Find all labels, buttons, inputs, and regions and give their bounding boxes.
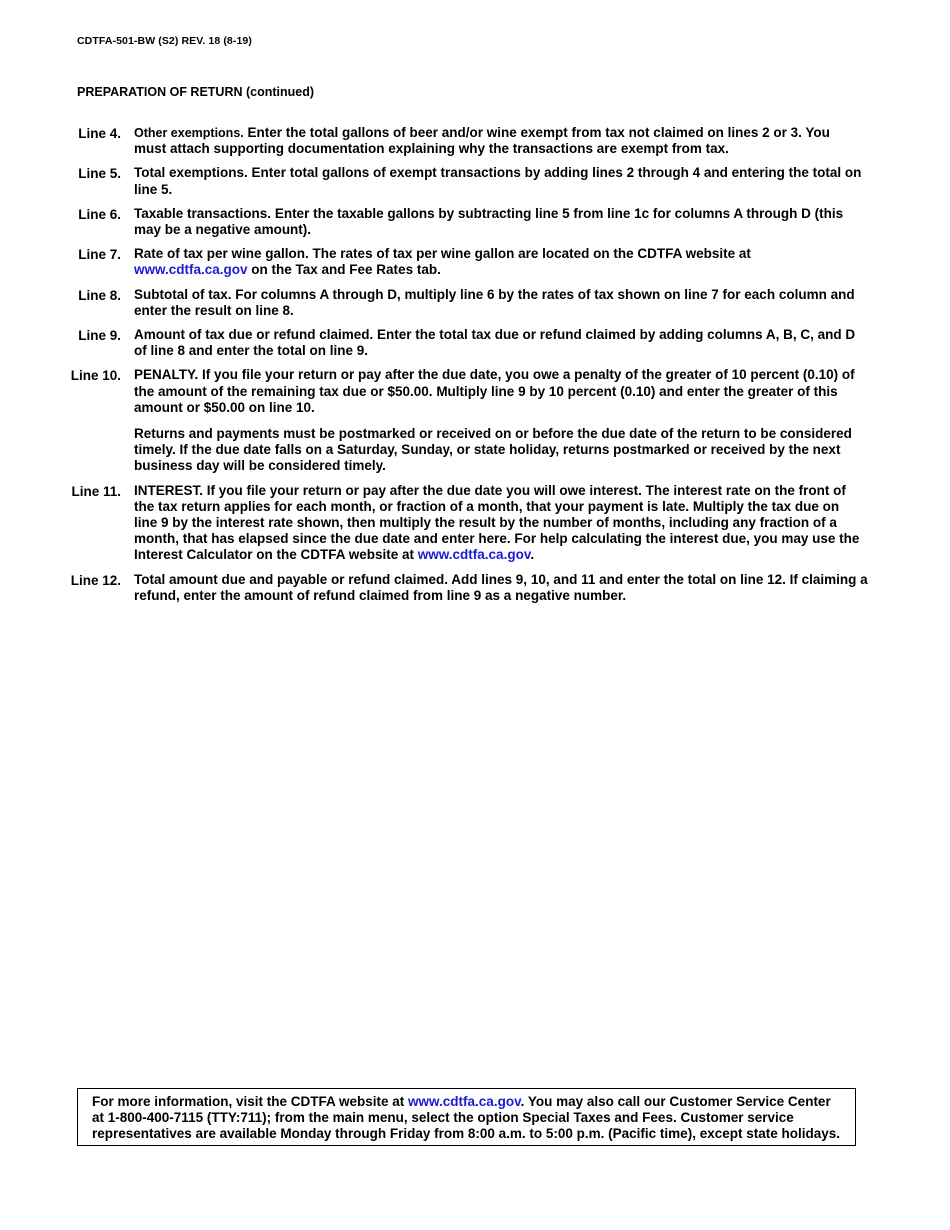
cdtfa-website-link[interactable]: www.cdtfa.ca.gov — [134, 262, 248, 278]
line-lead: Total exemptions. — [134, 165, 248, 181]
line-label: Line 4. — [78, 126, 121, 141]
line-9-instruction — [0, 327, 950, 359]
timeliness-note: Returns and payments must be postmarked or received on or before the due date of the return to be considered timely. If the due date falls on a Saturday, Sunday, or state holiday, returns postmarked or received by the next business day will be considered timely. — [134, 426, 852, 474]
form-id: CDTFA-501-BW (S2) REV. 18 (8-19) — [77, 35, 252, 47]
line-lead: Amount of tax due or refund claimed. — [134, 327, 374, 343]
line-11-instruction — [0, 483, 950, 564]
line-text — [134, 246, 864, 278]
line-lead: Subtotal of tax. — [134, 286, 232, 302]
line-description: Enter total gallons of exempt transactions by adding lines 2 through 4 and entering the total on line 5. — [134, 165, 862, 197]
line-label: Line 8. — [78, 287, 121, 303]
line-text — [134, 483, 864, 564]
line-label: Line 6. — [78, 206, 121, 222]
line-lead: Rate of tax per wine gallon. — [134, 246, 309, 262]
line-label: Line 9. — [78, 328, 121, 344]
cdtfa-website-link[interactable]: www.cdtfa.ca.gov — [417, 547, 531, 563]
line-text — [134, 572, 869, 604]
line-description-end: . — [530, 547, 535, 563]
line-lead: PENALTY. — [134, 367, 199, 383]
line-4-instruction — [0, 125, 950, 157]
line-description: Add lines 9, 10, and 11 and enter the total on line 12. If claiming a refund, enter the amount of refund claimed from line 9 as a negative number. — [134, 571, 868, 603]
more-information-box — [77, 1088, 856, 1146]
line-description: The rates of tax per wine gallon are located on the CDTFA website at — [308, 246, 751, 262]
line-7-instruction — [0, 246, 950, 278]
line-5-instruction — [0, 165, 950, 197]
line-description: If you file your return or pay after the due date, you owe a penalty of the greater of 10 percent (0.10) of the amount of the remaining tax due or $50.00. Multiply line 9 by 10 percent (0.10) and enter the greater of this amount or $50.00 on line 10. — [134, 367, 855, 415]
line-text — [134, 165, 864, 197]
line-lead: Total amount due and payable or refund claimed. — [134, 571, 449, 587]
line-instructions — [0, 125, 950, 612]
line-text — [134, 287, 864, 319]
line-8-instruction — [0, 287, 950, 319]
line-label: Line 5. — [78, 166, 121, 182]
line-description: Enter the total tax due or refund claimed by adding columns A, B, C, and D of line 8 and enter the total on line 9. — [134, 327, 856, 359]
line-label: Line 12. — [70, 572, 121, 588]
line-lead: Taxable transactions. — [134, 205, 272, 221]
line-description: Enter the total gallons of beer and/or wine exempt from tax not claimed on lines 2 or 3. You must attach supporting documentation explaining why the transactions are exempt from tax. — [134, 125, 830, 157]
line-description: Enter the taxable gallons by subtracting line 5 from line 1c for columns A through D (this may be a negative amount). — [134, 205, 844, 238]
line-description: If you file your return or pay after the due date you will owe interest. The interest rate on the front of the tax return applies for each month, or fraction of a month, that your payment is late. Multiply the tax due on line 9 by the interest rate shown, then multiply the result by the number of months, including any fraction of a month, that has elapsed since the due date and enter here. For help calculating the interest due, you may use the Interest Calculator on the CDTFA website at — [134, 482, 860, 563]
section-title: PREPARATION OF RETURN (continued) — [77, 85, 315, 99]
line-text — [134, 327, 864, 359]
line-lead: Other exemptions. — [134, 126, 244, 140]
line-6-instruction — [0, 206, 950, 238]
line-text — [134, 206, 864, 238]
line-10-instruction — [0, 367, 950, 474]
info-text: For more information, visit the CDTFA website at — [92, 1094, 409, 1109]
line-label: Line 7. — [78, 247, 121, 263]
info-text-end: . You may also call our Customer Service Center at 1-800-400-7115 (TTY:711); from the main menu, select the option Special Taxes and Fees. Customer service representatives are available Monday through Friday from 8:00 a.m. to 5:00 p.m. (Pacific time), except state holidays. — [92, 1094, 840, 1141]
line-label: Line 10. — [70, 368, 121, 384]
line-description-end: on the Tax and Fee Rates tab. — [247, 262, 441, 278]
line-lead: INTEREST. — [134, 482, 204, 498]
line-text — [134, 125, 864, 157]
cdtfa-website-link[interactable]: www.cdtfa.ca.gov — [408, 1094, 521, 1109]
line-description: For columns A through D, multiply line 6 by the rates of tax shown on line 7 for each column and enter the result on line 8. — [134, 286, 855, 318]
line-12-instruction — [0, 572, 950, 604]
line-label: Line 11. — [71, 483, 121, 499]
line-text — [134, 367, 864, 474]
